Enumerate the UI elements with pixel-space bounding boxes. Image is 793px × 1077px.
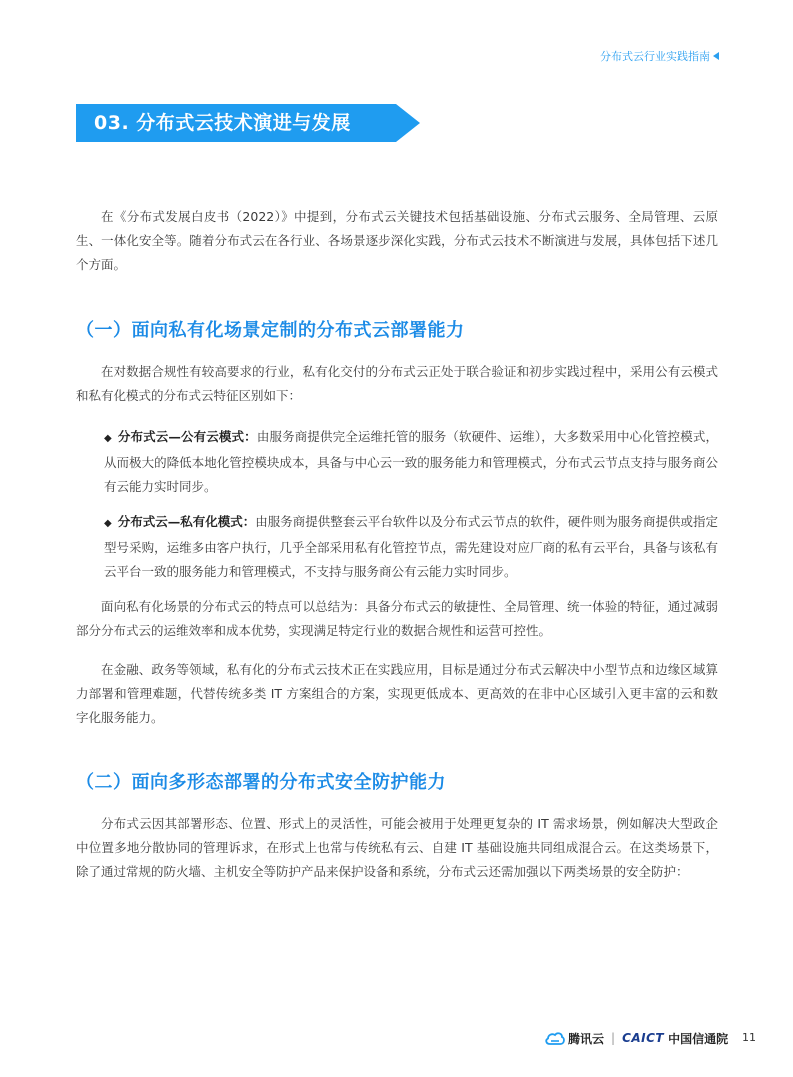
triangle-left-icon <box>713 52 719 60</box>
bullet-private-mode <box>76 510 718 584</box>
diamond-bullet-icon: ◆ <box>104 518 112 529</box>
subsection-1-paragraph-3: 在金融、政务等领域，私有化的分布式云技术正在实践应用，目标是通过分布式云解决中小型节点和边缘区域算力部署和管理难题，代替传统多类 IT 方案组合的方案，实现更低成本、更高效的在非中心区域引入更丰富的云和数字化服务能力。 <box>76 662 718 725</box>
page-number: 11 <box>742 1031 756 1044</box>
section-title: 03. 分布式云技术演进与发展 <box>94 112 351 134</box>
bullet-1-term: 分布式云—公有云模式： <box>117 429 257 444</box>
intro-paragraph: 在《分布式发展白皮书（2022）》中提到，分布式云关键技术包括基础设施、分布式云服务、全局管理、云原生、一体化安全等。随着分布式云在各行业、各场景逐步深化实践，分布式云技术不断演进与发展，具体包括下述几个方面。 <box>76 209 718 272</box>
bullet-1-text: 由服务商提供完全运维托管的服务（软硬件、运维），大多数采用中心化管控模式，从而极大的降低本地化管控模块成本，具备与中心云一致的服务能力和管理模式，分布式云节点支持与服务商公有云能力实时同步。 <box>104 429 718 494</box>
bullet-2-term: 分布式云—私有化模式： <box>117 514 256 529</box>
bullet-2-text: 由服务商提供整套云平台软件以及分布式云节点的软件，硬件则为服务商提供或指定型号采购，运维多由客户执行，几乎全部采用私有化管控节点，需先建设对应厂商的私有云平台，具备与该私有云平台一致的服务能力和管理模式，不支持与服务商公有云能力实时同步。 <box>104 514 718 579</box>
footer-separator: | <box>611 1031 616 1045</box>
section-banner <box>76 104 420 142</box>
subsection-2-heading: （二）面向多形态部署的分布式安全防护能力 <box>76 772 446 793</box>
subsection-1-paragraph-2: 面向私有化场景的分布式云的特点可以总结为：具备分布式云的敏捷性、全局管理、统一体验的特征，通过减弱部分分布式云的运维效率和成本优势，实现满足特定行业的数据合规性和运营可控性。 <box>76 599 718 638</box>
subsection-1-paragraph-1: 在对数据合规性有较高要求的行业，私有化交付的分布式云正处于联合验证和初步实践过程中，采用公有云模式和私有化模式的分布式云特征区别如下： <box>76 364 718 403</box>
footer-logos <box>545 1028 728 1048</box>
caict-name: 中国信通院 <box>668 1031 729 1046</box>
subsection-1-heading: （一）面向私有化场景定制的分布式云部署能力 <box>76 320 465 341</box>
tencent-cloud-name: 腾讯云 <box>568 1031 605 1046</box>
caict-logo: CAICT <box>622 1031 665 1045</box>
diamond-bullet-icon: ◆ <box>104 433 112 444</box>
cloud-icon <box>545 1032 565 1045</box>
running-header <box>600 48 719 64</box>
subsection-2-paragraph-1: 分布式云因其部署形态、位置、形式上的灵活性，可能会被用于处理更复杂的 IT 需求场景，例如解决大型政企中位置多地分散协同的管理诉求，在形式上也常与传统私有云、自建 IT 基础设施共同组成混合云。在这类场景下，除了通过常规的防火墙、主机安全等防护产品来保护设备和系统，分布式云还需加强以下两类场景的安全防护： <box>76 816 718 879</box>
running-header-title: 分布式云行业实践指南 <box>600 50 710 63</box>
bullet-public-cloud-mode <box>76 425 718 499</box>
tencent-cloud-logo <box>545 1030 604 1047</box>
